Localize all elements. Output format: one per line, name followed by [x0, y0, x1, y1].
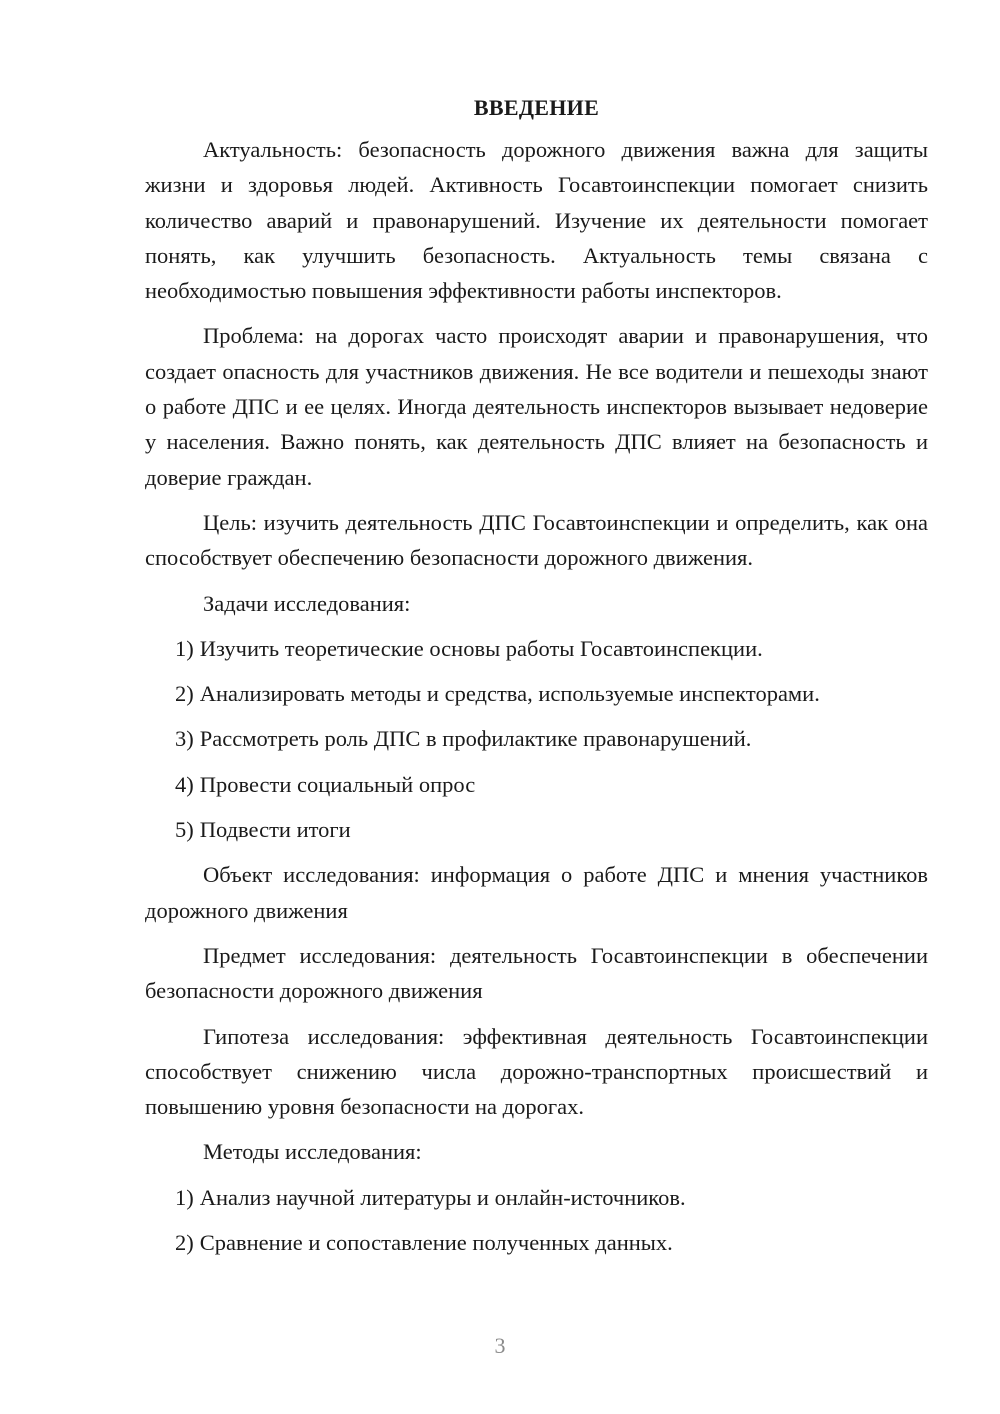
document-title: ВВЕДЕНИЕ	[473, 95, 600, 120]
list-item-text: Анализ научной литературы и онлайн-источников.	[199, 1184, 686, 1210]
list-item-number: 5)	[175, 817, 194, 843]
list-item-task	[145, 812, 928, 847]
list-item-task	[145, 676, 928, 711]
paragraph-goal: Цель: изучить деятельность ДПС Госавтоинспекции и определить, как она способствует обеспечению безопасности дорожного движения.	[145, 509, 928, 571]
list-item-task	[145, 721, 928, 756]
list-item-method	[145, 1180, 928, 1215]
list-item-text: Изучить теоретические основы работы Госавтоинспекции.	[199, 635, 763, 661]
list-item-number: 1)	[175, 1184, 194, 1210]
paragraph-problem: Проблема: на дорогах часто происходят аварии и правонарушения, что создает опасность для участников движения. Не все водители и пешеходы знают о работе ДПС и ее целях. Иногда деятельность инспекторов вызывает недоверие у населения. Важно понять, как деятельность ДПС влияет на безопасность и доверие граждан.	[145, 323, 928, 490]
list-item-text: Подвести итоги	[199, 817, 351, 843]
list-item-number: 1)	[175, 635, 194, 661]
list-item-number: 2)	[175, 1230, 194, 1256]
list-item-text: Анализировать методы и средства, используемые инспекторами.	[199, 681, 820, 707]
methods-heading: Методы исследования:	[203, 1139, 422, 1165]
paragraph-relevance: Актуальность: безопасность дорожного движения важна для защиты жизни и здоровья людей. Активность Госавтоинспекции помогает снизить количество аварий и правонарушений. Изучение их деятельности помогает понять, как улучшить безопасность. Актуальность темы связана с необходимостью повышения эффективности работы инспекторов.	[145, 137, 928, 304]
paragraph-hypothesis: Гипотеза исследования: эффективная деятельность Госавтоинспекции способствует снижению числа дорожно-транспортных происшествий и повышению уровня безопасности на дорогах.	[145, 1023, 928, 1120]
tasks-heading: Задачи исследования:	[203, 590, 411, 616]
list-item-task	[145, 631, 928, 666]
list-item-number: 2)	[175, 681, 194, 707]
list-item-text: Рассмотреть роль ДПС в профилактике правонарушений.	[199, 726, 752, 752]
paragraph-subject: Предмет исследования: деятельность Госавтоинспекции в обеспечении безопасности дорожного движения	[145, 942, 928, 1004]
document-page	[145, 90, 928, 1270]
list-item-number: 3)	[175, 726, 194, 752]
page-number: 3	[494, 1333, 506, 1358]
list-item-text: Сравнение и сопоставление полученных данных.	[199, 1230, 673, 1256]
list-item-method	[145, 1225, 928, 1260]
paragraph-object: Объект исследования: информация о работе ДПС и мнения участников дорожного движения	[145, 862, 928, 923]
list-item-text: Провести социальный опрос	[199, 771, 476, 797]
list-item-number: 4)	[175, 771, 194, 797]
list-item-task	[145, 767, 928, 802]
